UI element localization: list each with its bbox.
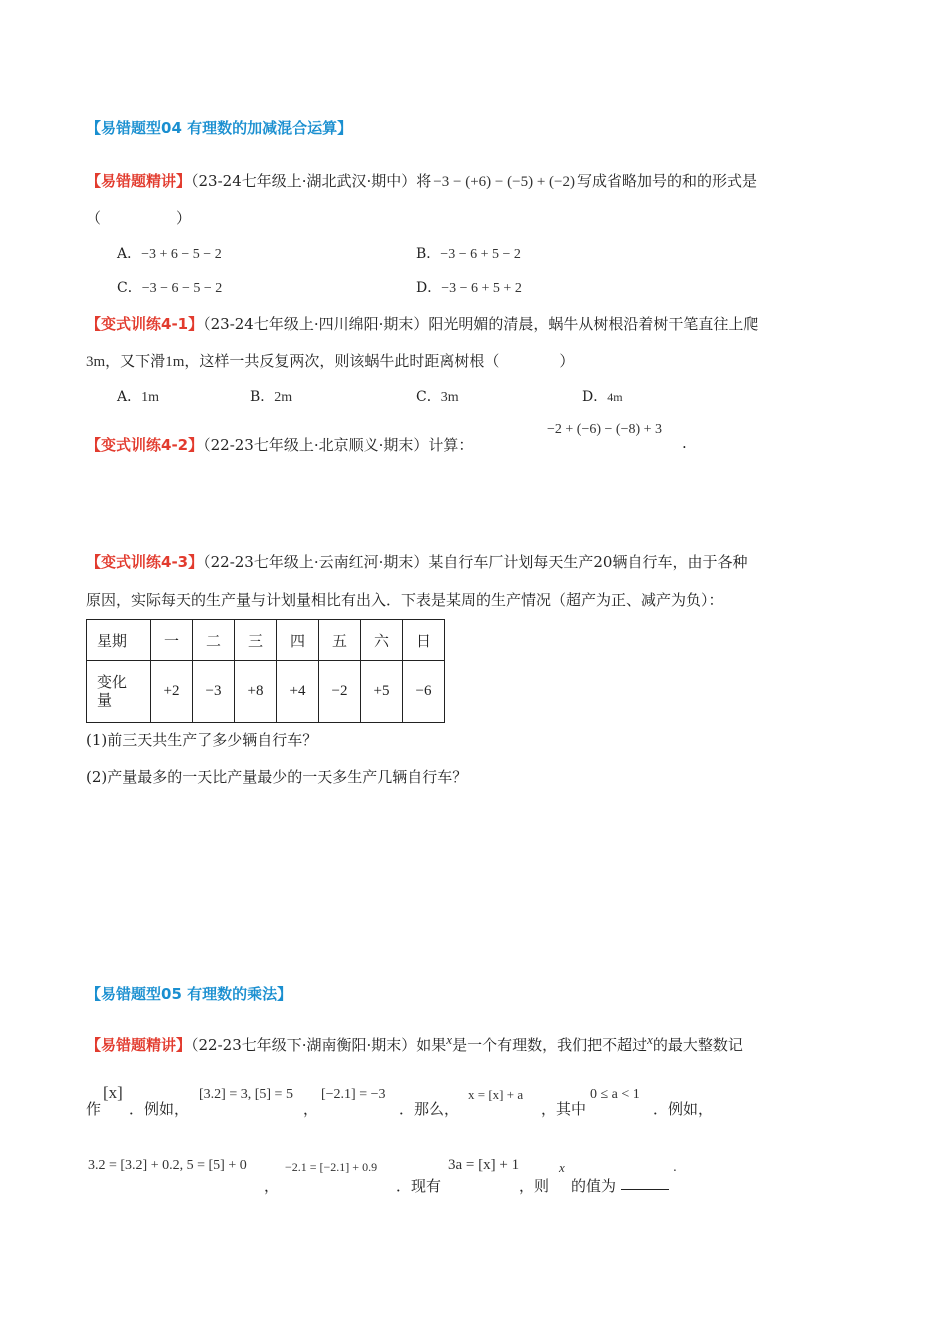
option-letter: C． [416,389,441,405]
question-text: ，这样一共反复两次，则该蜗牛此时距离树根（ ） [184,352,575,370]
question-text: ，则 [519,1177,550,1195]
math-expression: 1m [165,354,185,370]
question-5-line-1 [86,1034,743,1055]
question-text: ．例如， [129,1100,190,1118]
table-cell: 五 [319,620,361,661]
question-text: 是一个有理数，我们把不超过 [452,1036,648,1054]
question-source: （22-23七年级上·北京顺义·期末）计算： [203,436,474,454]
table-cell: −3 [193,661,235,723]
question-text: 写成省略加号的和的形式是 [576,172,757,190]
period: . [682,434,687,452]
question-1-line-1 [86,170,757,191]
option-letter: B． [416,246,441,262]
question-text: ．现有 [396,1177,442,1195]
section-title-05: 【易错题型05 有理数的乘法】 [86,985,293,1003]
option-letter: D． [582,389,608,405]
option-expr: 3m [440,390,459,405]
row-label-part: 量 [97,692,113,709]
math-variable: x [446,1032,453,1047]
question-text: （22-23七年级下·湖南衡阳·期末）如果 [191,1036,447,1054]
math-expression: −2.1 = [−2.1] + 0.9 [285,1160,378,1174]
option-expr: −3 − 6 + 5 − 2 [440,247,521,262]
table-header-cell [87,661,151,723]
question-tag: 【易错题精讲】 [86,172,192,190]
table-row [87,620,445,661]
math-expression: −2 + (−6) − (−8) + 3 [547,422,663,437]
math-floor-x: [x] [103,1083,123,1102]
option-d[interactable] [416,277,522,297]
question-2-line-1 [86,313,758,334]
option-letter: D． [416,280,442,296]
math-expression: 3m [86,354,106,370]
question-text: 的值为 [571,1177,617,1195]
option-a[interactable] [117,243,222,263]
table-cell: −2 [319,661,361,723]
sub-question-1: (1)前三天共生产了多少辆自行车？ [86,731,318,749]
table-header-cell: 星期 [87,620,151,661]
question-text: （22-23七年级上·云南红河·期末）某自行车厂计划每天生产20辆自行车，由于各种 [203,553,748,571]
table-cell: 六 [361,620,403,661]
word: 作 [86,1100,102,1118]
math-expression: 3a = [x] + 1 [448,1157,520,1173]
question-tag: 【变式训练4-1】 [86,315,204,333]
answer-blank[interactable] [621,1175,669,1194]
question-text: ，其中 [541,1100,587,1118]
option-letter: A． [117,246,142,262]
table-cell: +2 [151,661,193,723]
option-expr: 1m [141,390,160,405]
question-text: ．那么， [399,1100,460,1118]
question-tag: 【变式训练4-2】 [86,436,204,454]
option-letter: A． [117,389,142,405]
option-b[interactable] [250,386,292,406]
question-2-line-2 [86,350,574,371]
table-cell: +8 [235,661,277,723]
question-source: （23-24七年级上·湖北武汉·期中）将 [191,172,432,190]
comma: ， [303,1100,319,1118]
question-tag: 【易错题精讲】 [86,1036,192,1054]
question-3 [86,434,473,455]
math-expression: x = [x] + a [468,1087,524,1102]
option-letter: B． [250,389,275,405]
math-expression: −3 − (+6) − (−5) + (−2) [433,174,575,190]
option-expr: −3 − 6 + 5 + 2 [441,281,522,296]
table-cell: 二 [193,620,235,661]
question-4-line-1 [86,551,747,572]
table-cell: +4 [277,661,319,723]
question-4-line-2: 原因，实际每天的生产量与计划量相比有出入．下表是某周的生产情况（超产为正、减产为负）： [86,591,724,609]
answer-paren: （ ） [86,209,192,227]
table-cell: 日 [403,620,445,661]
option-a[interactable] [117,386,159,406]
table-cell: 三 [235,620,277,661]
option-expr: 4m [607,390,623,404]
question-text: （23-24七年级上·四川绵阳·期末）阳光明媚的清晨，蜗牛从树根沿着树干笔直往上爬 [203,315,759,333]
question-tag: 【变式训练4-3】 [86,553,204,571]
math-expression: 3.2 = [3.2] + 0.2, 5 = [5] + 0 [88,1158,247,1173]
option-b[interactable] [416,243,521,263]
option-expr: −3 − 6 − 5 − 2 [141,281,223,296]
math-expression: [−2.1] = −3 [321,1087,386,1102]
sub-question-2: (2)产量最多的一天比产量最少的一天多生产几辆自行车？ [86,768,468,786]
option-c[interactable] [416,386,459,406]
period: . [673,1160,677,1174]
math-expression: 0 ≤ a < 1 [590,1087,640,1102]
math-variable: x [647,1032,653,1047]
table-cell: +5 [361,661,403,723]
option-expr: 2m [274,390,293,405]
comma: ， [264,1177,280,1195]
row-label-part: 变化 [97,674,128,691]
option-letter: C． [117,280,142,296]
math-variable: x [559,1160,565,1175]
table-cell: −6 [403,661,445,723]
table-cell: 四 [277,620,319,661]
math-expression: [3.2] = 3, [5] = 5 [199,1087,293,1102]
option-c[interactable] [117,277,222,297]
option-d[interactable] [582,386,623,406]
section-title-04: 【易错题型04 有理数的加减混合运算】 [86,119,353,137]
table-row [87,661,445,723]
question-text: ．例如， [653,1100,714,1118]
question-text: ，又下滑 [105,352,166,370]
question-text: 的最大整数记 [652,1036,743,1054]
option-expr: −3 + 6 − 5 − 2 [141,247,222,262]
production-table [86,619,445,723]
table-cell: 一 [151,620,193,661]
